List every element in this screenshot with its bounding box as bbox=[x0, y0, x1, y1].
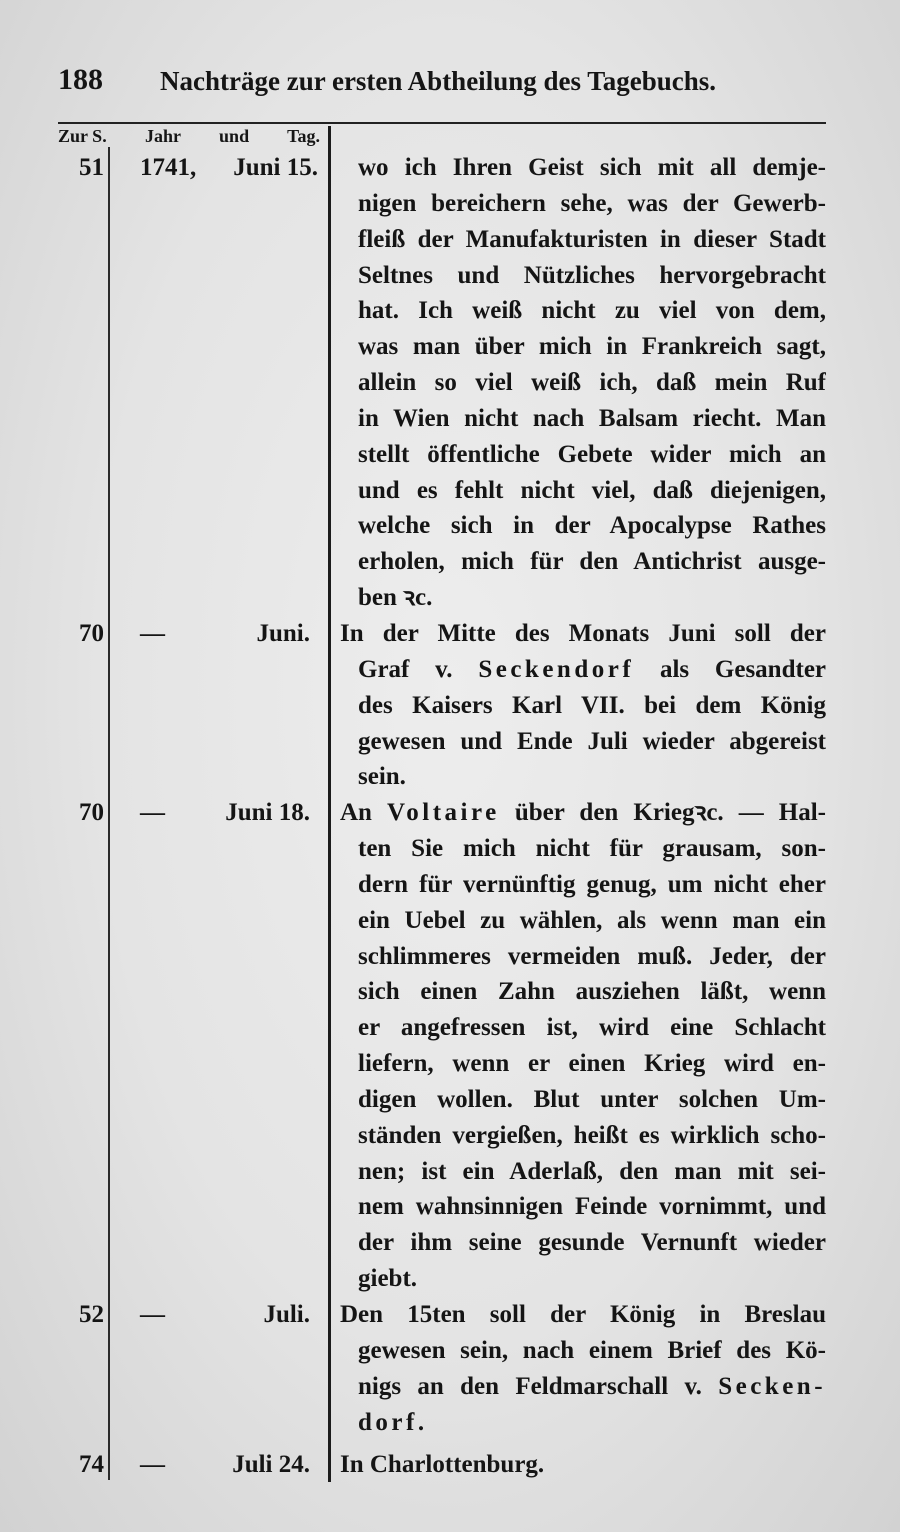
page-reference: 70 bbox=[79, 799, 104, 827]
text-line: gewesen und Ende Juli wieder abgereist bbox=[358, 727, 826, 755]
date-day: Juli 24. bbox=[232, 1451, 310, 1479]
date-prefix: — bbox=[140, 1301, 165, 1328]
date-prefix: 1741, bbox=[140, 154, 197, 181]
text-segment: über den Kriegꝛc. — Hal- bbox=[514, 799, 826, 827]
text-line: digen wollen. Blut unter solchen Um- bbox=[358, 1085, 826, 1113]
text-line: ben ꝛc. bbox=[358, 584, 433, 612]
text-line: was man über mich in Frankreich sagt, bbox=[358, 333, 826, 361]
date-prefix: — bbox=[140, 1451, 165, 1479]
entry-text bbox=[330, 795, 826, 1297]
text-line: In der Mitte des Monats Juni soll der bbox=[340, 619, 826, 647]
entry-date bbox=[108, 616, 330, 652]
text-line: giebt. bbox=[358, 1265, 418, 1293]
text-line: der ihm seine gesunde Vernunft wieder bbox=[358, 1229, 826, 1257]
text-line: stellt öffentliche Gebete wider mich an bbox=[358, 440, 826, 468]
header-rule bbox=[58, 122, 826, 124]
page-reference: 74 bbox=[79, 1451, 104, 1479]
running-title: Nachträge zur ersten Abtheilung des Tagebuchs. bbox=[160, 66, 717, 96]
text-line: sein. bbox=[358, 763, 406, 791]
spaced-name: Secken- bbox=[718, 1372, 826, 1400]
entry-text bbox=[330, 150, 826, 616]
spaced-name: dorf. bbox=[358, 1408, 428, 1436]
text-line: ständen vergießen, heißt es wirklich scho- bbox=[358, 1121, 826, 1149]
text-line: gewesen sein, nach einem Brief des Kö- bbox=[358, 1336, 826, 1364]
text-line bbox=[330, 652, 826, 688]
date-day: Juli. bbox=[263, 1301, 310, 1328]
text-segment: als Gesandter bbox=[659, 655, 826, 683]
text-line: hat. Ich weiß nicht zu viel von dem, bbox=[358, 297, 826, 325]
text-line: liefern, wenn er einen Krieg wird en- bbox=[358, 1050, 826, 1078]
text-line: fleiß der Manufakturisten in dieser Stadt bbox=[358, 225, 826, 253]
spaced-name: Voltaire bbox=[387, 799, 500, 827]
date-prefix: — bbox=[140, 619, 165, 647]
entry-text bbox=[330, 1447, 826, 1483]
text-line: welche sich in der Apocalypse Rathes bbox=[358, 512, 826, 540]
text-line: sich einen Zahn ausziehen läßt, wenn bbox=[358, 978, 826, 1006]
text-line: nem wahnsinnigen Feinde vornimmt, und bbox=[358, 1193, 826, 1221]
diary-entry bbox=[58, 150, 826, 616]
entry-date bbox=[108, 1447, 330, 1483]
text-line: Den 15ten soll der König in Breslau bbox=[340, 1301, 826, 1328]
text-line: Seltnes und Nützliches hervorgebracht bbox=[358, 261, 826, 289]
text-line bbox=[330, 1369, 826, 1405]
text-line: nigen bereichern sehe, was der Gewerb- bbox=[358, 189, 826, 217]
text-line: schlimmeres vermeiden muß. Jeder, der bbox=[358, 942, 826, 970]
text-line: allein so viel weiß ich, daß mein Ruf bbox=[358, 369, 826, 397]
text-line: ein Uebel zu wählen, als wenn man ein bbox=[358, 906, 826, 934]
entry-list bbox=[58, 150, 826, 1483]
column-header-page-ref: Zur S. bbox=[58, 126, 107, 146]
date-day: Juni 15. bbox=[233, 154, 318, 181]
text-line: des Kaisers Karl VII. bei dem König bbox=[358, 691, 826, 719]
text-segment: Graf v. bbox=[358, 655, 453, 683]
entry-text bbox=[330, 1297, 826, 1440]
text-segment: nigs an den Feldmarschall v. bbox=[358, 1372, 702, 1400]
spaced-name: Seckendorf bbox=[478, 655, 635, 683]
diary-entry bbox=[58, 795, 826, 1297]
text-line: wo ich Ihren Geist sich mit all demje- bbox=[358, 154, 826, 181]
text-line: er angefressen ist, wird eine Schlacht bbox=[358, 1014, 826, 1042]
text-segment: An bbox=[340, 799, 372, 827]
text-line: und es fehlt nicht viel, daß diejenigen, bbox=[358, 476, 826, 504]
entry-text bbox=[330, 616, 826, 795]
page-reference: 51 bbox=[79, 154, 104, 181]
column-header-date: Jahr und Tag. bbox=[145, 126, 320, 146]
text-line: In Charlottenburg. bbox=[340, 1451, 545, 1479]
text-line bbox=[330, 1405, 826, 1441]
text-line bbox=[330, 795, 826, 831]
text-line: erholen, mich für den Antichrist ausge- bbox=[358, 548, 826, 576]
page-reference: 52 bbox=[79, 1301, 104, 1328]
date-day: Juni 18. bbox=[225, 799, 310, 827]
text-line: in Wien nicht nach Balsam riecht. Man bbox=[358, 404, 826, 432]
entry-date bbox=[108, 150, 330, 186]
date-day: Juni. bbox=[256, 619, 310, 647]
page-number: 188 bbox=[58, 63, 103, 96]
diary-entry bbox=[58, 1297, 826, 1440]
page-reference: 70 bbox=[79, 619, 104, 647]
entry-date bbox=[108, 1297, 330, 1333]
diary-entry bbox=[58, 616, 826, 795]
diary-entry bbox=[58, 1447, 826, 1483]
text-line: ten Sie mich nicht für grausam, son- bbox=[358, 835, 826, 863]
entry-date bbox=[108, 795, 330, 831]
text-line: nen; ist ein Aderlaß, den man mit sei- bbox=[358, 1157, 826, 1185]
date-prefix: — bbox=[140, 799, 165, 827]
text-line: dern für vernünftig genug, um nicht eher bbox=[358, 870, 826, 898]
